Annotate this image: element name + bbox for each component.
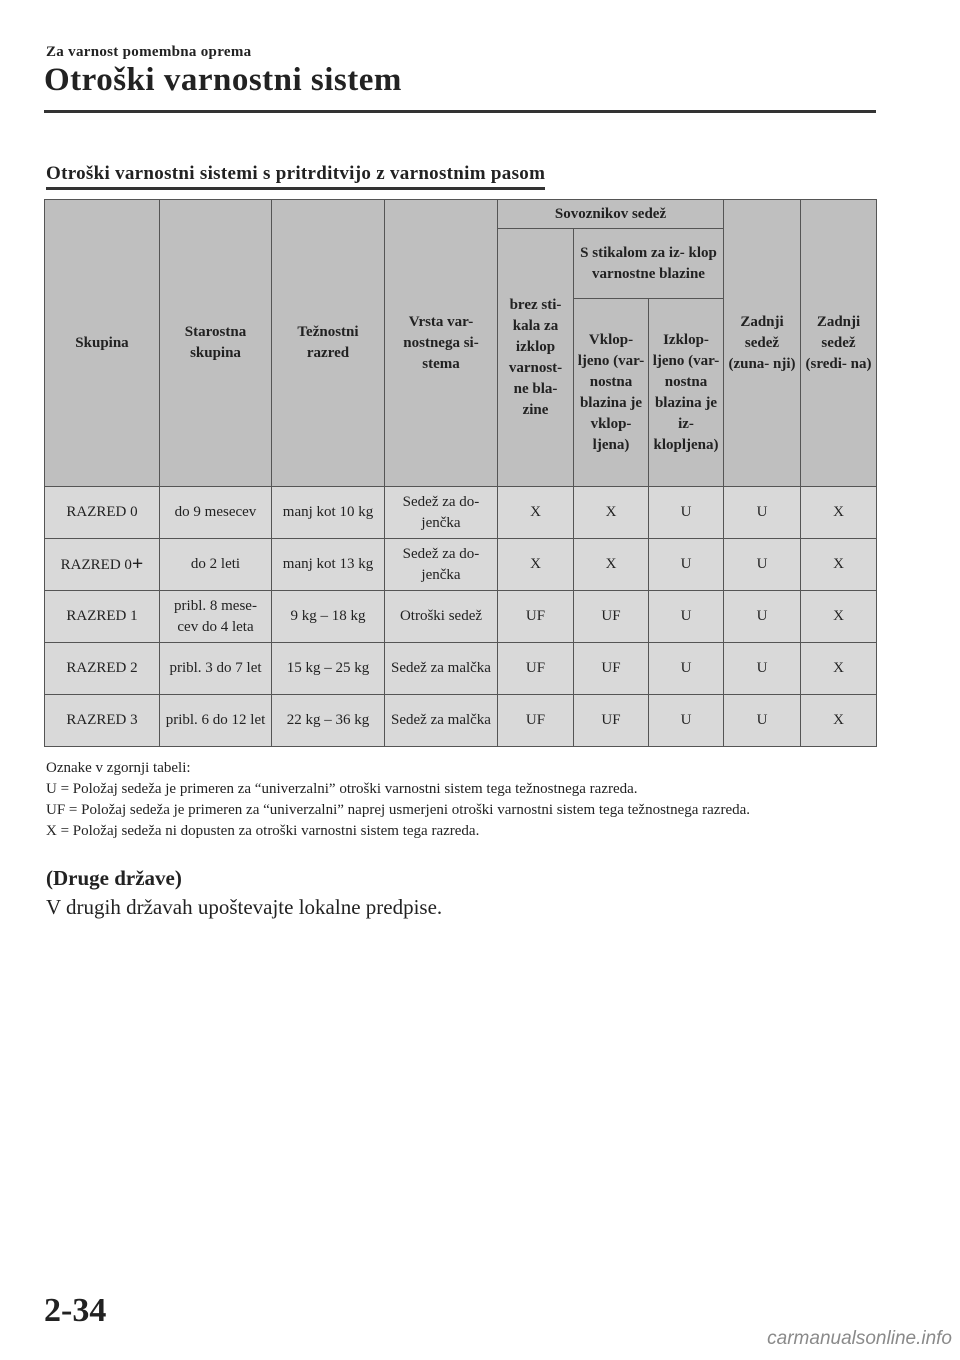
header-vklopljeno: Vklop- ljeno (var- nostna blazina je vklop- ljena) [574,299,649,487]
cell-starost: do 2 leti [160,539,272,591]
cell-sredina: X [801,643,877,695]
table-row [45,539,877,591]
cell-teza: 9 kg – 18 kg [272,591,385,643]
cell-skupina-text: RAZRED 0 [60,556,132,573]
cell-sredina: X [801,487,877,539]
watermark: carmanualsonline.info [767,1328,952,1349]
cell-sredina: X [801,695,877,747]
cell-vrsta: Sedež za malčka [385,643,498,695]
cell-brez: UF [498,695,574,747]
legend-intro: Oznake v zgornji tabeli: [46,760,191,776]
legend-x: X = Položaj sedeža ni dopusten za otroški varnostni sistem tega razreda. [46,823,480,839]
cell-vklop: UF [574,695,649,747]
cell-brez: UF [498,591,574,643]
cell-skupina: RAZRED 2 [45,643,160,695]
cell-vrsta: Sedež za malčka [385,695,498,747]
header-s-stikalom: S stikalom za iz- klop varnostne blazine [574,229,724,299]
header-starostna-skupina: Starostna skupina [160,200,272,487]
cell-teza: 15 kg – 25 kg [272,643,385,695]
cell-izklop: U [649,539,724,591]
cell-zunanji: U [724,591,801,643]
section-heading: Otroški varnostni sistemi s pritrditvijo z varnostnim pasom [46,163,545,190]
page-number: 2-34 [44,1292,107,1329]
header-vrsta-sistema: Vrsta var- nostnega si- stema [385,200,498,487]
cell-starost: pribl. 8 mese- cev do 4 leta [160,591,272,643]
cell-zunanji: U [724,539,801,591]
other-countries-heading: (Druge države) [46,866,182,890]
legend-u: U = Položaj sedeža je primeren za “univerzalni” otroški varnostni sistem tega težnostnega razreda. [46,781,638,797]
cell-vklop: X [574,539,649,591]
cell-sredina: X [801,539,877,591]
cell-starost: do 9 mesecev [160,487,272,539]
cell-vklop: X [574,487,649,539]
cell-starost: pribl. 3 do 7 let [160,643,272,695]
cell-sredina: X [801,591,877,643]
child-seat-table [44,199,877,747]
breadcrumb: Za varnost pomembna oprema [46,44,252,60]
cell-brez: UF [498,643,574,695]
cell-skupina: RAZRED 3 [45,695,160,747]
cell-zunanji: U [724,695,801,747]
table-row [45,695,877,747]
header-skupina: Skupina [45,200,160,487]
header-sovoznikov-sedez: Sovoznikov sedež [498,200,724,229]
cell-starost: pribl. 6 do 12 let [160,695,272,747]
cell-teza: manj kot 10 kg [272,487,385,539]
cell-vklop: UF [574,643,649,695]
cell-teza: manj kot 13 kg [272,539,385,591]
cell-vrsta: Sedež za do- jenčka [385,487,498,539]
cell-skupina: RAZRED 0 [45,487,160,539]
cell-skupina [45,539,160,591]
legend-uf: UF = Položaj sedeža je primeren za “univerzalni” naprej usmerjeni otroški varnostni sistem tega težnostnega razreda. [46,802,751,818]
cell-izklop: U [649,695,724,747]
table-row [45,591,877,643]
cell-izklop: U [649,487,724,539]
header-izklopljeno: Izklop- ljeno (var- nostna blazina je iz- klopljena) [649,299,724,487]
cell-zunanji: U [724,487,801,539]
table-row [45,487,877,539]
cell-skupina: RAZRED 1 [45,591,160,643]
cell-brez: X [498,487,574,539]
other-countries-text: V drugih državah upoštevajte lokalne predpise. [46,895,443,919]
cell-izklop: U [649,591,724,643]
header-zadnji-sredina: Zadnji sedež (sredi- na) [801,200,877,487]
header-zadnji-zunanji: Zadnji sedež (zuna- nji) [724,200,801,487]
table-row [45,643,877,695]
cell-izklop: U [649,643,724,695]
header-brez-stikala: brez sti- kala za izklop varnost- ne bla- zine [498,229,574,487]
cell-vrsta: Sedež za do- jenčka [385,539,498,591]
cell-brez: X [498,539,574,591]
plus-icon: + [131,552,144,575]
header-teznostni-razred: Težnostni razred [272,200,385,487]
table-legend [46,758,876,842]
cell-teza: 22 kg – 36 kg [272,695,385,747]
cell-zunanji: U [724,643,801,695]
title-rule [44,110,876,113]
cell-vrsta: Otroški sedež [385,591,498,643]
page-title: Otroški varnostni sistem [44,62,402,98]
cell-vklop: UF [574,591,649,643]
